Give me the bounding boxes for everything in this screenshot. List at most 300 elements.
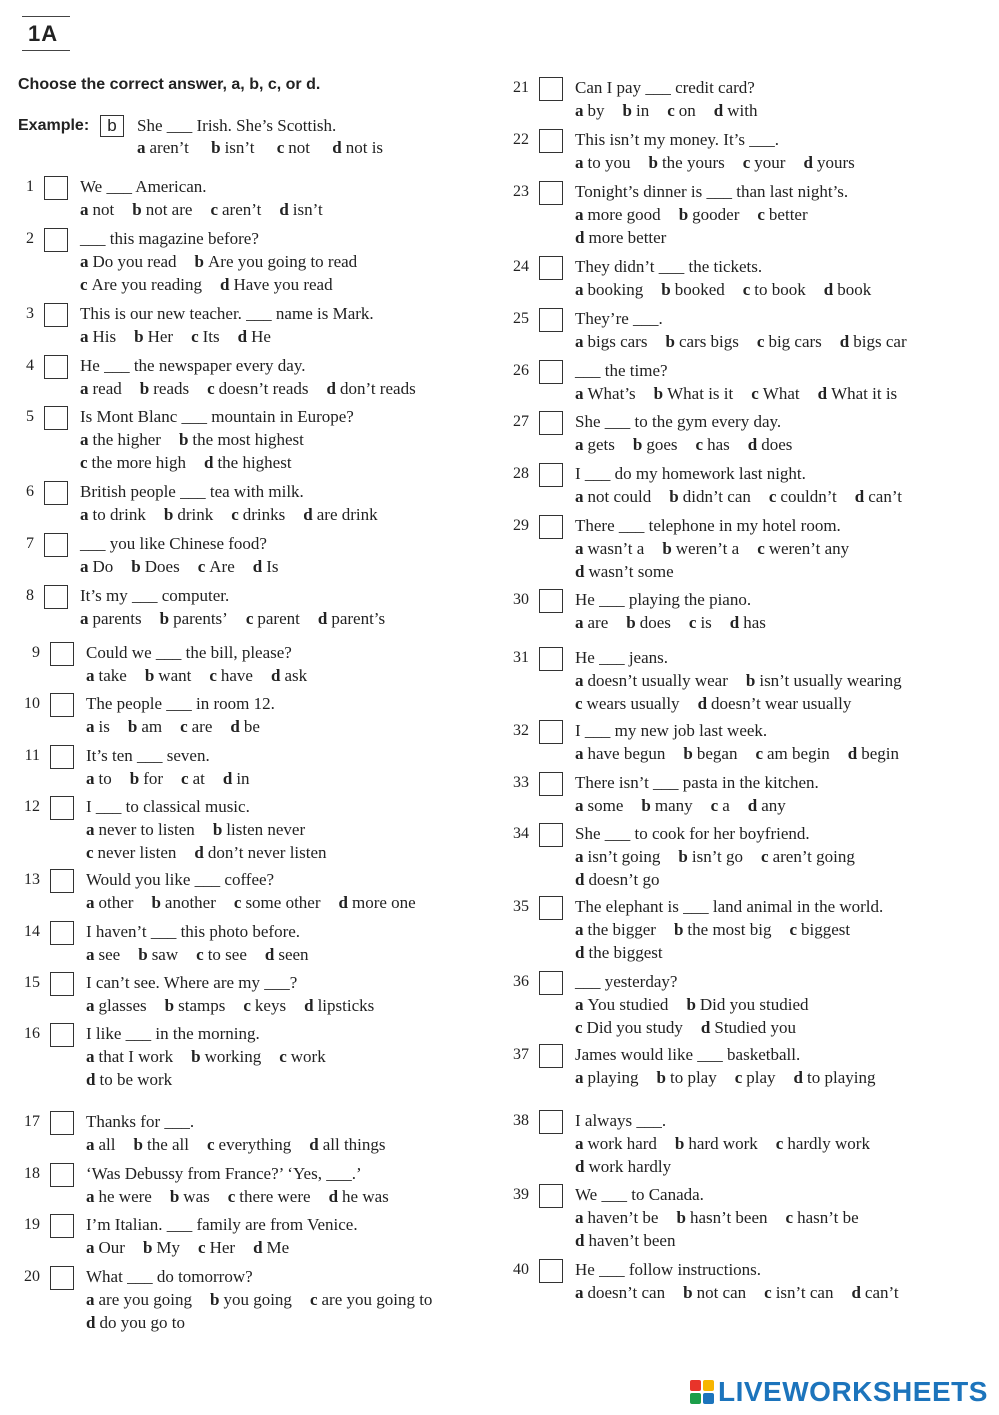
option-text: the higher	[92, 430, 161, 449]
option-letter: c	[756, 332, 765, 351]
option-c	[575, 694, 680, 714]
option-letter: d	[237, 327, 248, 346]
option-text: gets	[587, 435, 615, 454]
answer-box[interactable]	[539, 589, 563, 613]
option-letter: c	[86, 842, 94, 862]
option-a	[575, 332, 647, 352]
option-text: not	[92, 200, 115, 219]
question-stem: ‘Was Debussy from France?’ ‘Yes, ___.’	[86, 1164, 362, 1183]
options-line	[575, 1068, 893, 1091]
option-text: is	[98, 717, 110, 736]
options-line	[575, 101, 775, 124]
option-letter: a	[575, 1068, 584, 1087]
option-b	[633, 435, 678, 455]
answer-box[interactable]	[44, 533, 68, 557]
option-letter: c	[688, 613, 697, 632]
option-letter: d	[817, 384, 828, 403]
option-text: aren’t going	[772, 847, 855, 866]
answer-box[interactable]	[50, 745, 74, 769]
option-letter: d	[847, 744, 858, 763]
option-text: work hard	[587, 1134, 657, 1153]
option-a	[575, 744, 665, 764]
logo-icon	[690, 1380, 714, 1404]
option-c	[180, 717, 212, 737]
option-letter: a	[80, 379, 89, 398]
answer-box[interactable]	[539, 772, 563, 796]
question-stem: We ___ to Canada.	[575, 1185, 704, 1204]
question-number: 23	[513, 183, 529, 200]
answer-box[interactable]	[50, 1163, 74, 1187]
answer-box[interactable]	[50, 796, 74, 820]
option-d	[253, 1238, 289, 1258]
option-a	[80, 200, 114, 220]
option-c	[198, 1238, 235, 1258]
option-d	[851, 1283, 898, 1303]
answer-box[interactable]	[539, 1259, 563, 1283]
option-text: the most highest	[192, 430, 304, 449]
option-a	[575, 539, 644, 559]
option-c	[743, 153, 786, 173]
question-stem: I ___ do my homework last night.	[575, 464, 806, 483]
option-d	[265, 945, 309, 965]
answer-box[interactable]	[539, 720, 563, 744]
option-c	[228, 1187, 311, 1207]
question-stem: Is Mont Blanc ___ mountain in Europe?	[80, 407, 354, 426]
option-d	[575, 943, 663, 963]
option-text: have	[220, 666, 253, 685]
answer-box[interactable]	[539, 181, 563, 205]
answer-box[interactable]	[539, 360, 563, 384]
option-text: big cars	[768, 332, 822, 351]
options	[575, 1134, 888, 1179]
question-stem: They’re ___.	[575, 309, 663, 328]
option-letter: d	[220, 274, 230, 294]
option-letter: c	[768, 487, 777, 506]
option-text: haven’t been	[588, 1230, 676, 1250]
option-text: wears usually	[586, 693, 680, 713]
question-stem: It’s my ___ computer.	[80, 586, 230, 605]
option-d	[194, 843, 326, 863]
option-letter: d	[317, 609, 328, 628]
option-c	[310, 1290, 433, 1310]
option-text: the biggest	[588, 942, 663, 962]
options-line	[86, 1135, 404, 1158]
option-a	[86, 1047, 173, 1067]
option-b	[686, 995, 808, 1015]
question-stem: It’s ten ___ seven.	[86, 746, 210, 765]
option-b	[134, 327, 173, 347]
option-c	[735, 1068, 776, 1088]
option-d	[271, 666, 307, 686]
answer-box[interactable]	[50, 693, 74, 717]
option-letter: d	[575, 869, 585, 889]
options-line	[575, 943, 868, 966]
option-letter: c	[231, 505, 239, 524]
answer-box[interactable]	[539, 463, 563, 487]
options-line	[575, 1231, 877, 1254]
options	[80, 379, 434, 402]
option-d	[230, 717, 260, 737]
option-text: parent’s	[331, 609, 386, 628]
option-text: are	[587, 613, 609, 632]
option-letter: b	[622, 101, 632, 120]
options-line	[575, 332, 925, 355]
option-text: work hardly	[588, 1156, 672, 1176]
question-number: 16	[24, 1025, 40, 1042]
answer-box[interactable]	[539, 129, 563, 153]
options	[575, 1208, 877, 1253]
option-letter: c	[789, 920, 798, 939]
option-a	[86, 1135, 116, 1155]
question-stem: This is our new teacher. ___ name is Mark.	[80, 304, 374, 323]
answer-box[interactable]	[539, 1184, 563, 1208]
question-number: 35	[513, 898, 529, 915]
option-c	[789, 920, 850, 940]
option-letter: c	[757, 539, 765, 558]
option-letter: a	[575, 744, 584, 763]
option-b	[675, 1134, 758, 1154]
answer-box[interactable]	[539, 256, 563, 280]
option-letter: c	[243, 996, 251, 1015]
option-c	[761, 847, 855, 867]
question-number: 25	[513, 310, 529, 327]
option-letter: d	[264, 945, 275, 964]
liveworksheets-logo	[690, 1376, 988, 1408]
option-letter: a	[86, 1238, 95, 1257]
option-letter: b	[661, 280, 671, 299]
options-line	[80, 200, 341, 223]
option-b	[128, 717, 162, 737]
options	[86, 996, 392, 1019]
option-c	[689, 613, 712, 633]
answer-box[interactable]	[44, 303, 68, 327]
option-letter: d	[729, 613, 740, 632]
option-text: doesn’t go	[588, 869, 660, 889]
option-letter: d	[839, 332, 850, 351]
option-letter: a	[80, 327, 89, 346]
options-line	[575, 920, 868, 943]
option-letter: b	[656, 1068, 666, 1087]
question-number: 32	[513, 722, 529, 739]
option-letter: a	[86, 820, 95, 839]
question-stem: James would like ___ basketball.	[575, 1045, 801, 1064]
option-text: begin	[861, 744, 900, 763]
option-c	[207, 1135, 291, 1155]
option-letter: b	[159, 609, 170, 628]
question-number: 10	[24, 695, 40, 712]
answer-box[interactable]	[50, 1023, 74, 1047]
option-text: lipsticks	[317, 996, 375, 1015]
option-letter: c	[180, 717, 188, 736]
option-letter: d	[328, 1187, 339, 1206]
option-a	[575, 671, 728, 691]
answer-box[interactable]	[50, 1266, 74, 1290]
option-a	[575, 796, 623, 816]
option-c	[86, 843, 176, 863]
answer-box[interactable]	[50, 642, 74, 666]
options	[86, 1135, 404, 1158]
option-letter: a	[80, 557, 89, 576]
option-letter: a	[575, 539, 584, 558]
option-letter: d	[203, 452, 214, 472]
option-letter: c	[785, 1208, 794, 1227]
option-text: listen never	[226, 820, 306, 839]
option-text: was	[183, 1187, 210, 1206]
answer-box[interactable]	[539, 411, 563, 435]
options	[575, 1068, 893, 1091]
option-text: reads	[153, 379, 190, 398]
option-text: Does	[144, 557, 180, 576]
answer-box[interactable]	[539, 515, 563, 539]
option-text: am begin	[767, 744, 830, 763]
question-stem: He ___ playing the piano.	[575, 590, 752, 609]
options-line	[575, 744, 917, 767]
options-line	[86, 1070, 344, 1093]
options	[575, 744, 917, 767]
option-b	[676, 1208, 767, 1228]
option-d	[818, 384, 898, 404]
question-stem: I like ___ in the morning.	[86, 1024, 260, 1043]
option-letter: b	[686, 995, 696, 1014]
option-b	[623, 101, 650, 121]
option-text: doesn’t reads	[218, 379, 309, 398]
option-text: isn’t	[292, 200, 323, 219]
option-text: the highest	[217, 452, 292, 472]
option-b	[665, 332, 738, 352]
option-a	[86, 1290, 192, 1310]
options-line	[575, 562, 867, 585]
option-c	[575, 1018, 683, 1038]
question-number: 34	[513, 825, 529, 842]
option-text: You studied	[587, 995, 669, 1014]
option-letter: d	[304, 996, 314, 1015]
options-line	[575, 671, 920, 694]
option-d	[824, 280, 871, 300]
answer-box[interactable]	[539, 896, 563, 920]
option-letter: c	[227, 1187, 236, 1206]
question-number: 9	[32, 644, 40, 661]
question-stem: What ___ do tomorrow?	[86, 1267, 253, 1286]
option-letter: b	[194, 252, 204, 271]
option-text: want	[158, 666, 192, 685]
options	[575, 539, 867, 584]
question-number: 30	[513, 591, 529, 608]
example-label: Example:	[18, 117, 90, 134]
option-letter: d	[253, 1238, 263, 1257]
option-letter: a	[575, 671, 584, 690]
option-b	[132, 200, 192, 220]
answer-box[interactable]	[50, 869, 74, 893]
option-a	[575, 1134, 657, 1154]
option-letter: d	[230, 717, 240, 736]
option-b	[195, 252, 358, 272]
option-a	[86, 996, 147, 1016]
option-letter: d	[270, 666, 281, 685]
option-text: biggest	[801, 920, 851, 939]
answer-box[interactable]	[539, 647, 563, 671]
option-text: with	[727, 101, 758, 120]
option-c	[207, 379, 308, 399]
option-d	[698, 694, 852, 714]
option-b	[145, 666, 192, 686]
option-text: he were	[98, 1187, 152, 1206]
option-letter: a	[575, 796, 584, 815]
answer-box[interactable]	[539, 1110, 563, 1134]
option-text: drink	[177, 505, 214, 524]
question-number: 21	[513, 79, 529, 96]
question-stem: Tonight’s dinner is ___ than last night’s.	[575, 182, 849, 201]
options-line	[575, 153, 873, 176]
option-letter: a	[575, 487, 584, 506]
option-letter: b	[164, 996, 175, 1015]
options-line	[575, 796, 804, 819]
option-text: cars bigs	[678, 332, 739, 351]
answer-box[interactable]	[44, 176, 68, 200]
option-d	[318, 609, 385, 629]
option-text: he was	[342, 1187, 389, 1206]
option-letter: d	[338, 893, 348, 912]
option-text: booked	[674, 280, 725, 299]
option-text: your	[754, 153, 786, 172]
option-a	[80, 327, 116, 347]
question-number: 15	[24, 974, 40, 991]
answer-box[interactable]	[539, 1044, 563, 1068]
option-letter: d	[793, 1068, 804, 1087]
example-option: d not is	[332, 138, 384, 157]
option-text: parents	[92, 609, 142, 628]
option-text: has	[707, 435, 730, 454]
answer-box[interactable]	[44, 406, 68, 430]
option-letter: d	[194, 842, 204, 862]
option-letter: d	[86, 1069, 96, 1089]
option-letter: b	[648, 153, 658, 172]
option-letter: a	[575, 101, 584, 120]
option-c	[80, 453, 186, 473]
option-text: the bigger	[587, 920, 656, 939]
option-text: isn’t go	[691, 847, 744, 866]
answer-box[interactable]	[44, 355, 68, 379]
option-letter: d	[222, 769, 233, 788]
options	[575, 153, 873, 176]
option-text: to you	[587, 153, 631, 172]
option-letter: c	[80, 452, 88, 472]
answer-box[interactable]	[539, 971, 563, 995]
option-text: more good	[587, 205, 661, 224]
option-letter: a	[575, 613, 584, 632]
options-line	[575, 1283, 917, 1306]
options-line	[86, 717, 278, 740]
option-text: didn’t can	[682, 487, 751, 506]
option-text: that I work	[98, 1047, 174, 1066]
option-a	[86, 1238, 125, 1258]
option-text: isn’t can	[775, 1283, 834, 1302]
question-number: 36	[513, 973, 529, 990]
question-number: 19	[24, 1216, 40, 1233]
option-d	[253, 557, 279, 577]
option-a	[575, 1208, 658, 1228]
options	[575, 1283, 917, 1306]
option-text: What is it	[667, 384, 734, 403]
option-text: see	[98, 945, 121, 964]
option-text: doesn’t usually wear	[587, 671, 728, 690]
options	[80, 252, 375, 297]
question-stem: ___ this magazine before?	[80, 229, 259, 248]
options	[86, 717, 278, 740]
option-letter: c	[191, 327, 199, 346]
question-number: 28	[513, 465, 529, 482]
option-letter: a	[575, 1208, 584, 1227]
options	[86, 1047, 344, 1092]
option-b	[151, 893, 215, 913]
option-b	[130, 769, 163, 789]
answer-box[interactable]	[44, 585, 68, 609]
answer-box[interactable]	[539, 77, 563, 101]
question-stem: The elephant is ___ land animal in the world.	[575, 897, 884, 916]
answer-box[interactable]	[539, 823, 563, 847]
question-number: 2	[26, 230, 34, 247]
example-option: a aren’t	[137, 138, 189, 157]
option-letter: a	[86, 666, 95, 685]
options	[575, 487, 920, 510]
option-c	[757, 205, 807, 225]
option-text: some other	[245, 893, 321, 912]
option-text: many	[654, 796, 693, 815]
answer-box[interactable]	[44, 228, 68, 252]
option-a	[575, 613, 608, 633]
option-letter: c	[742, 280, 751, 299]
logo-text: LIVEWORKSHEETS	[718, 1376, 988, 1407]
question-stem: Thanks for ___.	[86, 1112, 195, 1131]
option-letter: a	[86, 945, 95, 964]
answer-box[interactable]	[50, 972, 74, 996]
answer-box[interactable]	[50, 1111, 74, 1135]
option-c	[786, 1208, 859, 1228]
option-text: Me	[266, 1238, 290, 1257]
option-text: play	[746, 1068, 776, 1087]
option-letter: d	[713, 101, 724, 120]
option-letter: b	[127, 717, 138, 736]
answer-box[interactable]	[50, 921, 74, 945]
option-letter: d	[697, 693, 708, 713]
option-letter: b	[678, 205, 689, 224]
option-text: to book	[754, 280, 806, 299]
option-a	[86, 717, 110, 737]
option-text: seen	[278, 945, 309, 964]
answer-box[interactable]	[50, 1214, 74, 1238]
option-text: isn’t going	[587, 847, 661, 866]
question-number: 37	[513, 1046, 529, 1063]
option-text: drinks	[242, 505, 286, 524]
options	[575, 332, 925, 355]
options-line	[575, 1157, 888, 1180]
question-number: 29	[513, 517, 529, 534]
option-letter: a	[80, 200, 89, 219]
option-c	[711, 796, 730, 816]
option-d	[848, 744, 899, 764]
option-letter: c	[245, 609, 254, 628]
option-text: another	[164, 893, 216, 912]
question-number: 11	[24, 747, 40, 764]
option-d	[223, 769, 250, 789]
unit-label: 1A	[22, 16, 70, 51]
option-text: can’t	[868, 487, 902, 506]
answer-box[interactable]	[539, 308, 563, 332]
options-line	[80, 252, 375, 275]
options-line	[575, 1208, 877, 1231]
option-letter: c	[751, 384, 759, 403]
option-text: He	[251, 327, 271, 346]
answer-box[interactable]	[44, 481, 68, 505]
